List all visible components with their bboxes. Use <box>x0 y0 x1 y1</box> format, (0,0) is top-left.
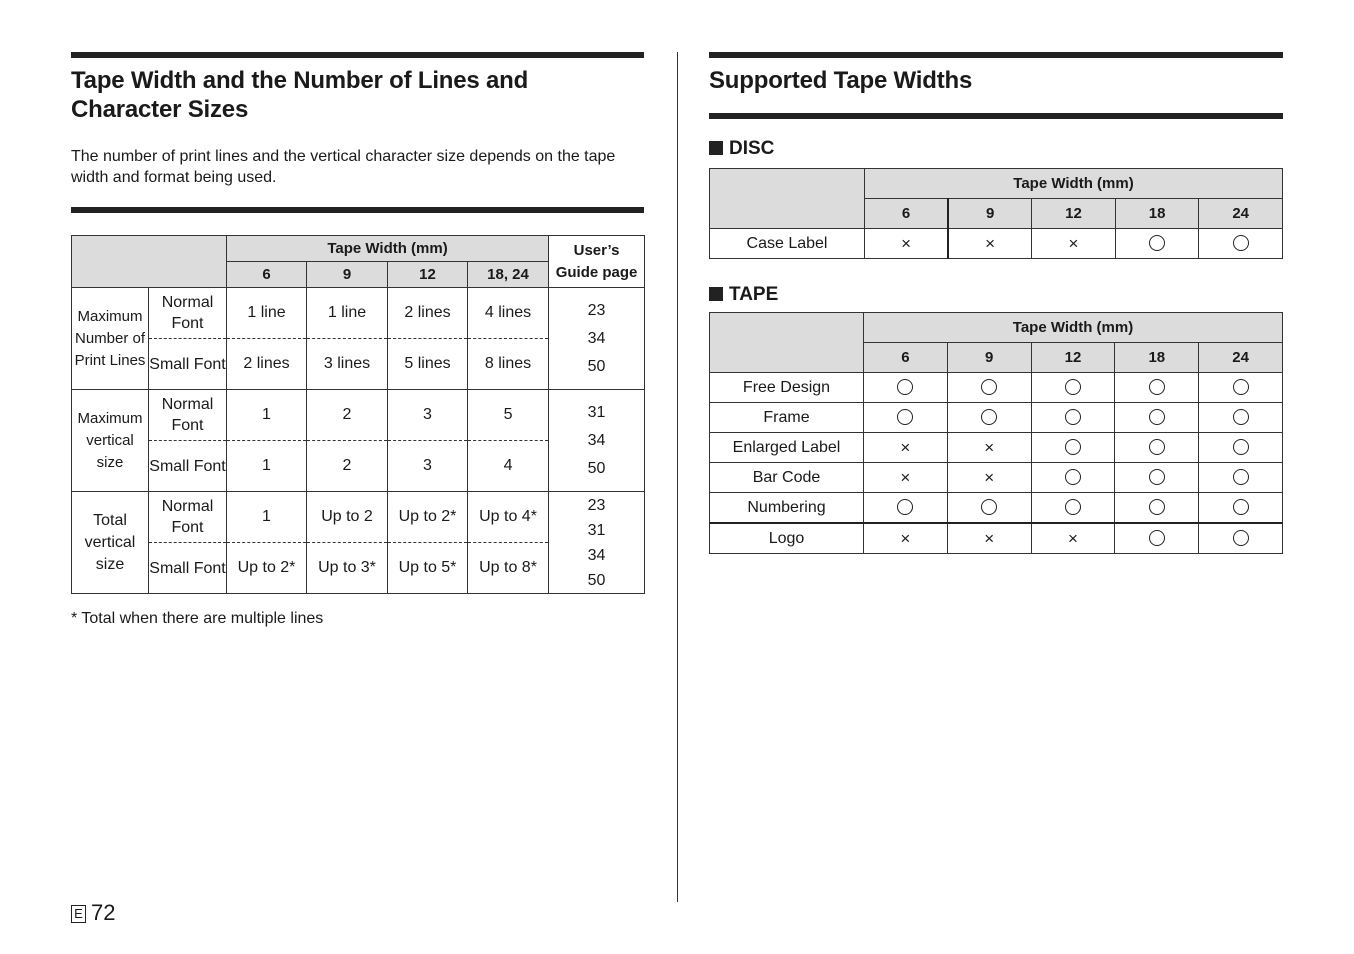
circle-icon <box>897 379 913 395</box>
supported-cell <box>947 403 1031 433</box>
circle-icon <box>1149 439 1165 455</box>
title-rule <box>709 113 1283 119</box>
supported-cell <box>1115 493 1199 524</box>
page-footer <box>71 900 115 926</box>
unsupported-cell <box>947 433 1031 463</box>
feature-label: Case Label <box>710 229 865 259</box>
circle-icon <box>1149 235 1165 251</box>
table-cell: 4 <box>468 441 549 492</box>
cross-icon: × <box>900 528 911 548</box>
supported-cell <box>1199 229 1283 259</box>
table-row <box>710 229 1283 259</box>
width-header: 24 <box>1199 343 1283 373</box>
circle-icon <box>1233 409 1249 425</box>
width-header: 18 <box>1115 199 1199 229</box>
tape-width-header: Tape Width (mm) <box>864 313 1283 343</box>
footnote: * Total when there are multiple lines <box>71 610 324 627</box>
supported-cell <box>864 373 948 403</box>
table-row <box>710 403 1283 433</box>
circle-icon <box>1233 530 1249 546</box>
table-cell: Up to 2 <box>307 492 388 543</box>
cross-icon: × <box>901 233 912 253</box>
unsupported-cell <box>865 229 949 259</box>
section-rule <box>71 207 644 213</box>
width-header: 12 <box>1032 199 1116 229</box>
page-ref: 50 <box>587 571 606 589</box>
cross-icon: × <box>984 528 995 548</box>
supported-cell <box>1199 403 1283 433</box>
width-header: 24 <box>1199 199 1283 229</box>
row-category: Maximum vertical size <box>72 390 149 492</box>
width-header: 12 <box>1031 343 1115 373</box>
circle-icon <box>1065 469 1081 485</box>
supported-cell <box>1031 373 1115 403</box>
table-row <box>710 523 1283 554</box>
square-bullet-icon <box>709 287 723 301</box>
supported-cell <box>1199 373 1283 403</box>
supported-cell <box>1115 523 1199 554</box>
guide-pages <box>549 492 645 594</box>
supported-cell <box>1199 493 1283 524</box>
supported-cell <box>1031 403 1115 433</box>
width-header: 9 <box>307 262 388 288</box>
width-header: 6 <box>865 199 949 229</box>
supported-cell <box>1199 433 1283 463</box>
circle-icon <box>1065 379 1081 395</box>
corner-cell <box>72 236 227 288</box>
cross-icon: × <box>1068 233 1079 253</box>
supported-cell <box>1115 463 1199 493</box>
circle-icon <box>1233 499 1249 515</box>
supported-cell <box>1031 463 1115 493</box>
language-mark: E <box>71 905 86 923</box>
cross-icon: × <box>900 437 911 457</box>
table-cell: 1 <box>227 441 307 492</box>
table-cell: 2 lines <box>227 339 307 390</box>
table-cell: Up to 5* <box>388 543 468 594</box>
row-category: Total vertical size <box>72 492 149 594</box>
font-type: Normal Font <box>149 288 227 339</box>
feature-label: Free Design <box>710 373 864 403</box>
font-type: Small Font <box>149 441 227 492</box>
width-header: 9 <box>948 199 1032 229</box>
circle-icon <box>897 409 913 425</box>
page-ref: 23 <box>587 301 606 319</box>
width-header: 18 <box>1115 343 1199 373</box>
page-ref: 34 <box>587 431 606 449</box>
supported-cell <box>1115 403 1199 433</box>
circle-icon <box>897 499 913 515</box>
circle-icon <box>981 499 997 515</box>
guide-pages <box>549 390 645 492</box>
circle-icon <box>1065 439 1081 455</box>
page-ref: 31 <box>587 403 606 421</box>
feature-label: Frame <box>710 403 864 433</box>
unsupported-cell <box>864 463 948 493</box>
unsupported-cell <box>1032 229 1116 259</box>
table-cell: 3 <box>388 441 468 492</box>
table-cell: 8 lines <box>468 339 549 390</box>
disc-heading-text: DISC <box>729 138 775 159</box>
supported-cell <box>1115 229 1199 259</box>
disc-table <box>709 168 1283 259</box>
users-guide-header: User’s Guide page <box>549 236 645 288</box>
table-cell: 5 lines <box>388 339 468 390</box>
circle-icon <box>1149 530 1165 546</box>
circle-icon <box>1149 499 1165 515</box>
cross-icon: × <box>985 233 996 253</box>
font-type: Small Font <box>149 339 227 390</box>
circle-icon <box>1233 235 1249 251</box>
supported-cell <box>947 373 1031 403</box>
table-row <box>710 373 1283 403</box>
supported-cell <box>1199 523 1283 554</box>
unsupported-cell <box>947 523 1031 554</box>
supported-cell <box>1115 433 1199 463</box>
unsupported-cell <box>947 463 1031 493</box>
table-cell: 1 <box>227 390 307 441</box>
guide-pages <box>549 288 645 390</box>
corner-cell <box>710 313 864 373</box>
table-cell: 3 lines <box>307 339 388 390</box>
tape-width-header: Tape Width (mm) <box>865 169 1283 199</box>
circle-icon <box>1065 499 1081 515</box>
table-row <box>710 493 1283 524</box>
table-cell: 4 lines <box>468 288 549 339</box>
circle-icon <box>1149 379 1165 395</box>
cross-icon: × <box>984 467 995 487</box>
disc-heading <box>709 138 774 160</box>
page-ref: 23 <box>587 496 606 514</box>
tape-width-header: Tape Width (mm) <box>227 236 549 262</box>
supported-cell <box>1031 433 1115 463</box>
circle-icon <box>1233 439 1249 455</box>
table-cell: 2 lines <box>388 288 468 339</box>
circle-icon <box>1065 409 1081 425</box>
table-row <box>710 433 1283 463</box>
feature-label: Enlarged Label <box>710 433 864 463</box>
table-cell: Up to 2* <box>388 492 468 543</box>
right-column <box>709 52 1283 548</box>
table-cell: Up to 3* <box>307 543 388 594</box>
table-row <box>710 463 1283 493</box>
page-ref: 31 <box>587 521 606 539</box>
width-header: 9 <box>947 343 1031 373</box>
table-cell: 2 <box>307 441 388 492</box>
table-cell: 3 <box>388 390 468 441</box>
tape-heading-text: TAPE <box>729 284 779 305</box>
width-header: 6 <box>227 262 307 288</box>
table-cell: Up to 8* <box>468 543 549 594</box>
unsupported-cell <box>1031 523 1115 554</box>
circle-icon <box>981 409 997 425</box>
feature-label: Numbering <box>710 493 864 524</box>
tape-heading <box>709 284 778 306</box>
circle-icon <box>1233 469 1249 485</box>
table-cell: 1 line <box>227 288 307 339</box>
table-cell: 1 <box>227 492 307 543</box>
supported-cell <box>1031 493 1115 524</box>
supported-cell <box>864 493 948 524</box>
width-header: 18, 24 <box>468 262 549 288</box>
top-rule <box>71 52 644 58</box>
cross-icon: × <box>900 467 911 487</box>
table-cell: 5 <box>468 390 549 441</box>
column-divider <box>677 52 678 902</box>
width-header: 12 <box>388 262 468 288</box>
table-cell: Up to 2* <box>227 543 307 594</box>
table-cell: 1 line <box>307 288 388 339</box>
supported-cell <box>864 403 948 433</box>
circle-icon <box>1149 409 1165 425</box>
font-type: Small Font <box>149 543 227 594</box>
feature-label: Logo <box>710 523 864 554</box>
top-rule <box>709 52 1283 58</box>
section-title-supported-widths: Supported Tape Widths <box>709 67 973 94</box>
section-title-line-sizes: Tape Width and the Number of Lines and Character Sizes <box>71 67 529 123</box>
unsupported-cell <box>948 229 1032 259</box>
table-cell: 2 <box>307 390 388 441</box>
unsupported-cell <box>864 433 948 463</box>
supported-cell <box>1199 463 1283 493</box>
page-ref: 34 <box>587 546 606 564</box>
supported-cell <box>1115 373 1199 403</box>
font-type: Normal Font <box>149 492 227 543</box>
page-ref: 50 <box>587 357 606 375</box>
circle-icon <box>981 379 997 395</box>
feature-label: Bar Code <box>710 463 864 493</box>
supported-cell <box>947 493 1031 524</box>
page-ref: 34 <box>587 329 606 347</box>
square-bullet-icon <box>709 141 723 155</box>
font-type: Normal Font <box>149 390 227 441</box>
circle-icon <box>1149 469 1165 485</box>
left-column <box>71 52 644 627</box>
table-cell: Up to 4* <box>468 492 549 543</box>
cross-icon: × <box>1068 528 1078 548</box>
circle-icon <box>1233 379 1249 395</box>
width-header: 6 <box>864 343 948 373</box>
intro-text: The number of print lines and the vertical character size depends on the tape width and format being used. <box>71 148 616 186</box>
unsupported-cell <box>864 523 948 554</box>
cross-icon: × <box>984 437 995 457</box>
corner-cell <box>710 169 865 229</box>
page-ref: 50 <box>587 459 606 477</box>
page-number: 72 <box>91 900 116 925</box>
row-category: Maximum Number of Print Lines <box>72 288 149 390</box>
lines-and-sizes-table <box>71 235 645 594</box>
tape-table <box>709 312 1283 554</box>
